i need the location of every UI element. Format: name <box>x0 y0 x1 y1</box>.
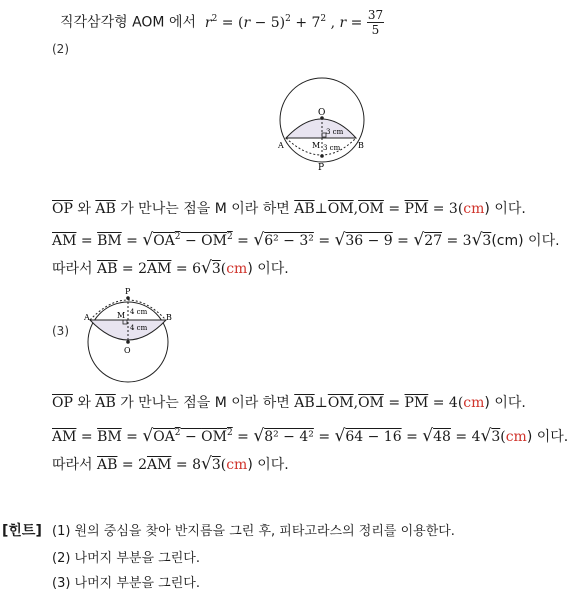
point-p <box>320 154 324 158</box>
sqrt-symbol: √ <box>471 230 483 250</box>
seg-am: $\overline{AM}$ <box>52 429 77 445</box>
seg-om: $\overline{OM}$ <box>358 201 384 217</box>
text: ) 이다. <box>484 201 526 217</box>
label-m: M <box>312 141 321 150</box>
sqrt-symbol: √ <box>200 454 212 474</box>
radicand: 36 − 9 <box>345 233 393 249</box>
seg-pm: $\overline{PM}$ <box>404 395 429 411</box>
length-pm: 4 cm <box>130 308 148 316</box>
part3-circle-figure <box>76 284 180 386</box>
perp-symbol: ⊥ <box>314 201 328 217</box>
hint-number: (3) <box>52 576 71 591</box>
text: = 4 <box>450 429 481 445</box>
part3-line-1 <box>52 392 526 412</box>
fraction-numerator: 37 <box>367 8 384 22</box>
seg-op: $\overline{OP}$ <box>52 201 73 217</box>
sqrt-symbol: √ <box>413 230 425 250</box>
text: ) 이다. <box>247 457 289 473</box>
text: = <box>121 429 143 445</box>
seg-om: OM <box>201 429 227 445</box>
text: , <box>353 201 359 217</box>
text: 가 만나는 점을 M 이라 하면 <box>115 201 295 217</box>
radicand: 64 − 16 <box>345 429 402 445</box>
label-a: A <box>278 141 284 150</box>
text: = <box>383 201 405 217</box>
var-r: r <box>243 14 251 31</box>
sqrt-symbol: √ <box>480 426 492 446</box>
hint-item-1 <box>52 520 455 539</box>
text: = 2 <box>117 261 147 277</box>
eq-part: = ( <box>217 14 244 31</box>
text: = <box>383 395 405 411</box>
text: = 3( <box>428 201 464 217</box>
sqrt-symbol: √ <box>334 230 346 250</box>
text: = <box>232 429 254 445</box>
unit-cm: cm <box>505 429 527 445</box>
equation-line-1: 직각삼각형 AOM 에서 $r^2 = (r - 5)^2 + 7^2$ , r = $\frac{37}{5}$ <box>60 8 384 37</box>
point-o <box>126 340 130 344</box>
line1-prefix: 직각삼각형 AOM 에서 <box>60 14 196 31</box>
radicand: 3 <box>482 233 492 249</box>
text: = 3 <box>442 233 472 249</box>
seg-om: $\overline{OM}$ <box>327 395 354 411</box>
radicand: 6² − 3² <box>264 233 314 249</box>
text: ( <box>220 261 227 277</box>
shaded-segment <box>286 119 356 138</box>
part3-line-2: $\overline{AM} = \overline{BM} = √OA^2 - OM^2 = √8^2 - 4^2 = √64 - 16 = √48 = 4√3(cm)$ 이다. <box>52 426 569 446</box>
unit-cm: cm <box>226 261 248 277</box>
text: ) 이다. <box>526 429 569 445</box>
radicand: 48 <box>433 429 451 445</box>
text: = 6 <box>171 261 201 277</box>
radicand: 8² − 4² <box>264 429 314 445</box>
seg-om: $\overline{OM}$ <box>358 395 384 411</box>
part2-label: (2) <box>52 42 69 56</box>
seg-bm: $\overline{BM}$ <box>97 429 122 445</box>
text: 따라서 <box>52 261 98 277</box>
seg-oa: OA <box>153 233 175 249</box>
radicand: 3 <box>211 261 221 277</box>
hint-text: 원의 중심을 찾아 반지름을 그린 후, 피타고라스의 정리를 이용한다. <box>70 524 455 539</box>
text: = <box>313 429 335 445</box>
seg-am: $\overline{AM}$ <box>146 457 172 473</box>
hint-text: 나머지 부분을 그린다. <box>70 576 200 591</box>
seg-pm: $\overline{PM}$ <box>404 201 429 217</box>
label-o: O <box>124 346 131 355</box>
fraction-denominator: 5 <box>371 23 380 37</box>
seg-am: $\overline{AM}$ <box>146 261 172 277</box>
sqrt-symbol: √ <box>253 426 265 446</box>
text: ( <box>220 457 227 473</box>
text: = 2 <box>117 457 147 473</box>
text: = <box>76 233 98 249</box>
label-m: M <box>117 311 126 320</box>
part2-line-3 <box>52 258 289 278</box>
perp-symbol: ⊥ <box>314 395 328 411</box>
text: 가 만나는 점을 M 이라 하면 <box>115 395 295 411</box>
radicand: 3 <box>491 429 501 445</box>
seg-ab: $\overline{AB}$ <box>95 201 116 217</box>
hint-item-3 <box>52 572 200 591</box>
sqrt-symbol: √ <box>422 426 434 446</box>
label-a: A <box>84 313 90 322</box>
var-r: r <box>204 14 212 31</box>
part2-line-2: $\overline{AM} = \overline{BM} = √OA^2 - OM^2 = √6^2 - 3^2 = √36 - 9 = √27 = 3√3(cm)$ 이다. <box>52 230 560 250</box>
unit-cm: cm <box>226 457 248 473</box>
text: ) 이다. <box>247 261 289 277</box>
seg-ab: $\overline{AB}$ <box>294 201 315 217</box>
hint-text: 나머지 부분을 그린다. <box>70 551 200 566</box>
text: = 8 <box>171 457 201 473</box>
length-mo: 4 cm <box>130 324 148 332</box>
text: 와 <box>72 395 96 411</box>
hint-number: (2) <box>52 551 71 566</box>
seg-ab: $\overline{AB}$ <box>95 395 116 411</box>
text: = <box>76 429 98 445</box>
sqrt-symbol: √ <box>200 258 212 278</box>
text: ) 이다. <box>484 395 526 411</box>
text: = <box>313 233 335 249</box>
seg-om: OM <box>201 233 227 249</box>
text: = <box>401 429 423 445</box>
var-r: r <box>339 14 347 31</box>
text: = <box>121 233 143 249</box>
seg-om: $\overline{OM}$ <box>327 201 354 217</box>
text: , <box>353 395 359 411</box>
part3-line-3 <box>52 454 289 474</box>
label-o: O <box>318 108 326 118</box>
seg-ab: $\overline{AB}$ <box>294 395 315 411</box>
sqrt-symbol: √ <box>334 426 346 446</box>
seg-oa: OA <box>153 429 175 445</box>
seg-bm: $\overline{BM}$ <box>97 233 122 249</box>
label-p: P <box>318 163 325 173</box>
seg-op: $\overline{OP}$ <box>52 395 73 411</box>
text: = <box>392 233 414 249</box>
label-b: B <box>166 313 172 322</box>
unit-cm: cm <box>463 201 485 217</box>
seg-am: $\overline{AM}$ <box>52 233 77 249</box>
hint-item-2 <box>52 547 200 566</box>
eq-part: + 7 <box>290 14 321 31</box>
text: − <box>180 429 202 445</box>
text: = <box>232 233 254 249</box>
label-b: B <box>358 141 364 150</box>
seg-ab: $\overline{AB}$ <box>97 457 118 473</box>
text: (cm) 이다. <box>491 233 560 249</box>
text: = 4( <box>428 395 464 411</box>
eq-part: = <box>346 14 367 31</box>
text: − <box>180 233 202 249</box>
sqrt-symbol: √ <box>142 230 154 250</box>
text: ( <box>500 429 506 445</box>
unit-cm: cm <box>463 395 485 411</box>
hint-tag: [힌트] <box>2 523 42 539</box>
text: 와 <box>72 201 96 217</box>
sqrt-symbol: √ <box>142 426 154 446</box>
dashed-arc <box>286 138 356 155</box>
part2-line-1 <box>52 198 526 218</box>
label-p: P <box>125 287 131 296</box>
length-mp: 3 cm <box>323 144 341 152</box>
text: 따라서 <box>52 457 98 473</box>
eq-comma: , <box>326 14 340 31</box>
point-p <box>126 296 130 300</box>
radicand: 3 <box>211 457 221 473</box>
part2-circle-figure <box>270 70 380 176</box>
part3-label: (3) <box>52 324 69 338</box>
hint-number: (1) <box>52 524 71 539</box>
seg-ab: $\overline{AB}$ <box>97 261 118 277</box>
sqrt-symbol: √ <box>253 230 265 250</box>
eq-part: − 5) <box>250 14 286 31</box>
radicand: 27 <box>424 233 443 249</box>
fraction <box>367 8 384 37</box>
length-om: 3 cm <box>326 128 344 136</box>
